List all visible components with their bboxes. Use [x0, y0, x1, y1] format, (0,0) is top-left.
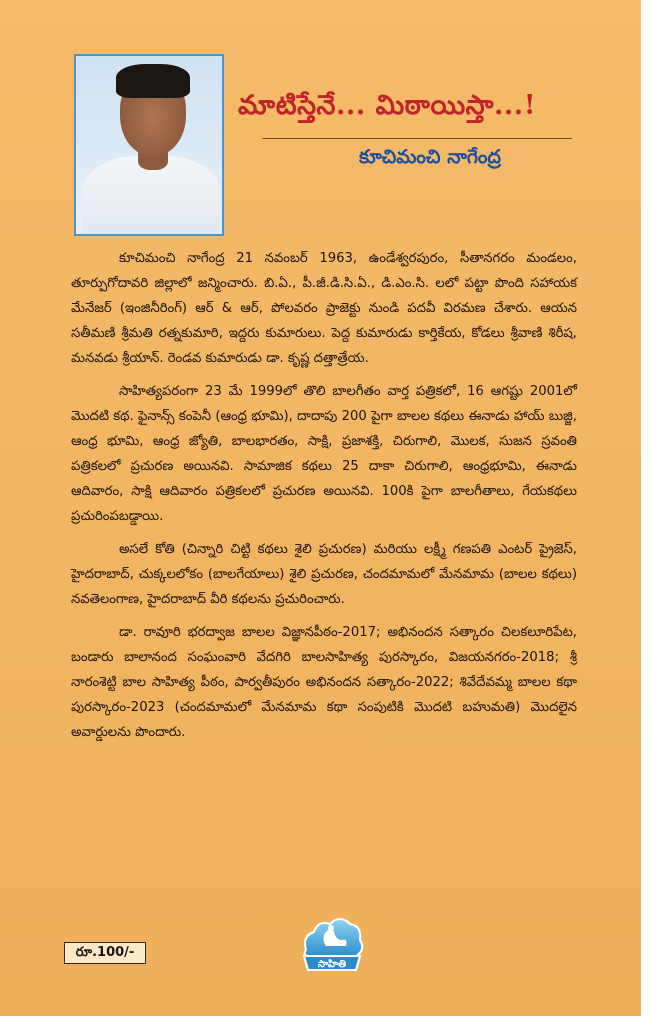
publisher-swan-logo — [296, 906, 368, 978]
publisher-logo-text: సాహితి — [317, 959, 347, 970]
author-photo — [74, 54, 224, 236]
bio-paragraph-4: డా. రావూరి భరద్వాజ బాలల విజ్ఞానపీఠం-2017; అభినందన సత్కారం చిలకలూరిపేట, బండారు బాలానంద సంఘంవారి వేదగిరి బాలసాహిత్య పురస్కారం, విజయనగరం-2018; శ్రీ నారంశెట్టి బాల సాహిత్య పీఠం, పార్వతీపురం అభినందన సత్కారం-2022; శివేదేవమ్మ బాలల కథా పురస్కారం-2023 (చందమామలో మేనమామ కథా సంపుటికి మొదటి బహుమతి) మొదలైన అవార్డులను పొందారు. — [71, 625, 577, 740]
title-underline — [262, 138, 572, 139]
book-title: మాటిస్తేనే... మిఠాయిస్తా...! — [238, 90, 537, 121]
bio-paragraph-2: సాహిత్యపరంగా 23 మే 1999లో తొలి బాలగీతం వార్త పత్రికలో, 16 ఆగష్టు 2001లో మొదటి కథ. ఫైనాన్స్ కంపెనీ (ఆంధ్ర భూమి), దాదాపు 200 పైగా బాలల కథలు ఈనాడు హాయ్ బుజ్జి, ఆంధ్ర భూమి, ఆంధ్ర జ్యోతి, బాలభారతం, సాక్షి, ప్రజాశక్తి, చిరుగాలి, మొలక, సుజన స్రవంతి పత్రికలలో ప్రచురణ అయినవి. సామాజిక కథలు 25 దాకా చిరుగాలి, ఆంధ్రభూమి, ఈనాడు ఆదివారం, సాక్షి ఆదివారం పత్రికలలో ప్రచురణ అయినవి. 100కి పైగా బాలగీతాలు, గేయకథలు ప్రచురింపబడ్డాయి. — [71, 384, 577, 524]
author-photo-hair — [116, 64, 190, 98]
price-tag: రూ.100/- — [64, 942, 146, 964]
author-name: కూచిమంచి నాగేంద్ర — [359, 146, 501, 168]
author-bio — [71, 246, 577, 753]
page-edge-bottom — [0, 1016, 651, 1024]
bio-paragraph-3: అసలే కోతి (చిన్నారి చిట్టి కథలు శైలి ప్రచురణ) మరియు లక్ష్మీ గణపతి ఎంటర్ ప్రైజెస్, హైదరాబాద్, చుక్కలలోకం (బాలగేయాలు) శైలి ప్రచురణ, చందమామలో మేనమామ (బాలల కథలు) నవతెలంగాణ, హైదరాబాద్ వీరి కథలను ప్రచురించారు. — [71, 542, 577, 607]
page-edge-right — [641, 0, 651, 1024]
bio-paragraph-1: కూచిమంచి నాగేంద్ర 21 నవంబర్ 1963, ఉండేశ్వరపురం, సీతానగరం మండలం, తూర్పుగోదావరి జిల్లాలో జన్మించారు. బి.ఏ., పీ.జీ.డి.సి.ఏ., డి.ఎం.సి. లలో పట్టా పొంది సహాయక మేనేజర్ (ఇంజినీరింగ్) ఆర్ & ఆర్, పోలవరం ప్రాజెక్టు నుండి పదవీ విరమణ చేశారు. ఆయన సతీమణి శ్రీమతి రత్నకుమారి, ఇద్దరు కుమారులు. పెద్ద కుమారుడు కార్తికేయ, కోడలు శ్రీవాణి శిరీష, మనవడు శ్రీయాన్. రెండవ కుమారుడు డా. కృష్ణ దత్తాత్రేయ. — [71, 251, 577, 366]
